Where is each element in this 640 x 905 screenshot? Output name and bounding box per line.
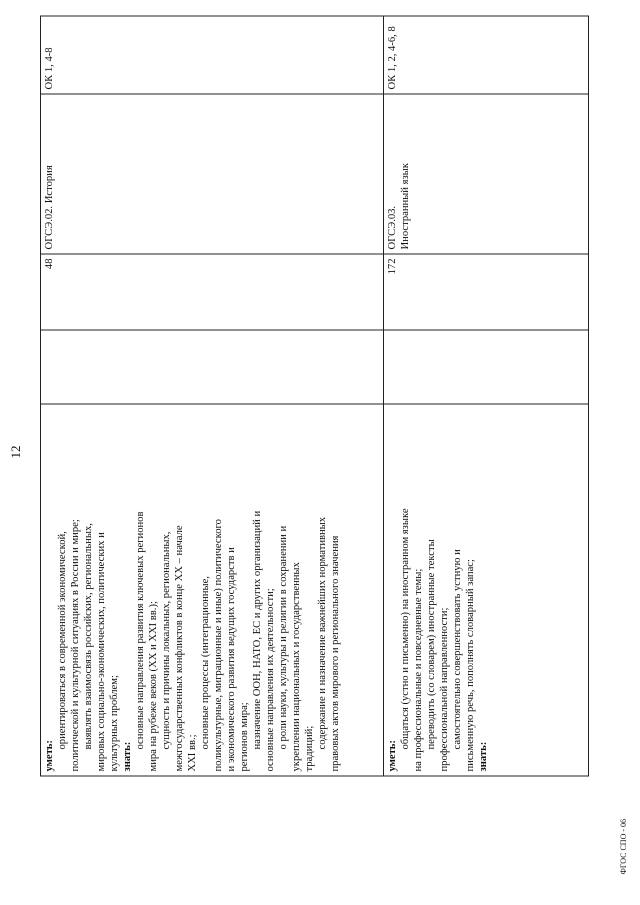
requirement-line: выявлять взаимосвязь российских, региональных, — [83, 523, 94, 750]
requirement-line: основные направления их деятельности; — [265, 588, 276, 772]
page-number: 12 — [8, 445, 23, 459]
requirement-line: на профессиональные и повседневные темы; — [413, 568, 424, 772]
requirement-line: содержание и назначение важнейших нормативных — [317, 516, 328, 750]
requirement-line: самостоятельно совершенствовать устную и — [452, 549, 463, 750]
requirement-line: общаться (устно и письменно) на иностранном языке — [400, 508, 411, 750]
requirement-line: правовых актов мирового и регионального значения — [330, 535, 341, 772]
requirement-line: XXI вв.; — [187, 734, 198, 772]
requirement-line: профессиональной направленности; — [439, 607, 450, 772]
competencies-cell: ОК 1, 4-8 — [41, 16, 384, 94]
footer-code: ФГОС СПО - 06 — [619, 818, 628, 875]
requirement-line: переводить (со словарем) иностранные тексты — [426, 539, 437, 750]
empty-cell — [384, 330, 589, 404]
requirement-line: назначение ООН, НАТО, ЕС и других организаций и — [252, 510, 263, 750]
requirements-cell — [41, 404, 384, 776]
requirement-line: политической и культурной ситуациях в России и мире; — [70, 519, 81, 772]
requirement-line: поликультурные, миграционные и иные) политического — [213, 519, 224, 772]
requirement-line: мировых социально-экономических, политических и — [96, 532, 107, 772]
requirement-line: основные процессы (интеграционные, — [200, 576, 211, 750]
section-heading: уметь: — [387, 740, 398, 772]
discipline-cell — [384, 94, 589, 254]
table-row — [384, 16, 589, 776]
empty-cell — [41, 330, 384, 404]
requirement-line: и экономического развития ведущих государств и — [226, 547, 237, 772]
requirement-line: межгосударственных конфликтов в конце XX – начале — [174, 525, 185, 772]
discipline-code: ОГСЭ.03. — [387, 205, 398, 250]
standard-table — [40, 16, 589, 777]
section-heading: знать: — [478, 741, 489, 772]
requirement-line: культурных проблем; — [109, 675, 120, 772]
requirement-line: укреплении национальных и государственных — [291, 562, 302, 772]
requirement-line: о роли науки, культуры и религии в сохранении и — [278, 525, 289, 750]
table-row — [41, 16, 384, 776]
requirement-line: традиций; — [304, 725, 315, 772]
discipline-cell: ОГСЭ.02. История — [41, 94, 384, 254]
section-heading: уметь: — [44, 740, 55, 772]
requirement-line: мира на рубеже веков (XX и XXI вв.); — [148, 601, 159, 772]
requirements-cell — [384, 404, 589, 776]
competencies-cell: ОК 1, 2, 4-6, 8 — [384, 16, 589, 94]
discipline-title: Иностранный язык — [400, 163, 411, 250]
hours-cell: 172 — [384, 254, 589, 330]
section-heading: знать: — [122, 741, 133, 772]
requirement-line: основные направления развития ключевых регионов — [135, 511, 146, 750]
requirement-line: письменную речь, пополнять словарный запас; — [465, 559, 476, 772]
requirement-line: регионов мира; — [239, 702, 250, 772]
requirement-line: ориентироваться в современной экономической, — [57, 531, 68, 750]
requirement-line: сущность и причины локальных, региональных, — [161, 531, 172, 750]
hours-cell: 48 — [41, 254, 384, 330]
